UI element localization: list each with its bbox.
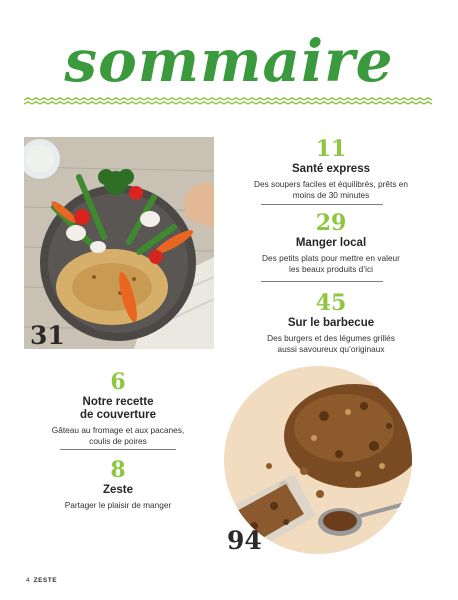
entry-heading: Manger local [295,237,367,249]
entry-description: Gâteau au fromage et aux pacanes, coulis de poires [51,425,185,446]
toc-entry[interactable] [242,137,420,201]
entry-page-number: 11 [315,136,347,162]
entry-description: Des soupers faciles et équilibrés, prêts en moins de 30 minutes [253,179,409,200]
entry-page-number: 29 [315,210,347,236]
zigzag-divider [24,97,434,107]
page-folio [26,577,57,584]
divider [261,281,383,282]
photo-page-number: 94 [227,526,262,555]
toc-entry[interactable] [242,211,420,275]
entry-page-number: 6 [110,369,126,395]
vegetable-dip-photo[interactable] [24,137,214,349]
toc-entry[interactable] [36,458,200,511]
toc-entry[interactable] [242,291,420,355]
entry-heading: Sur le barbecue [287,317,375,329]
entry-heading: Zeste [102,484,134,496]
toc-entry[interactable] [36,370,200,447]
entry-heading: Notre recette de couverture [79,396,157,421]
entry-description: Partager le plaisir de manger [64,500,172,510]
photo-page-number: 31 [30,321,65,350]
divider [60,449,176,450]
entry-page-number: 8 [110,457,126,483]
folio-page-number: 4 [26,577,30,584]
divider [261,204,383,205]
entry-description: Des burgers et des légumes grillés aussi savoureux qu’originaux [267,333,395,354]
page-title: sommaire [64,27,394,95]
entry-page-number: 45 [315,290,347,316]
entry-description: Des petits plats pour mettre en valeur les beaux produits d’ici [262,253,400,274]
entry-heading: Santé express [292,163,370,175]
folio-magazine-name: ZESTE [33,577,58,584]
